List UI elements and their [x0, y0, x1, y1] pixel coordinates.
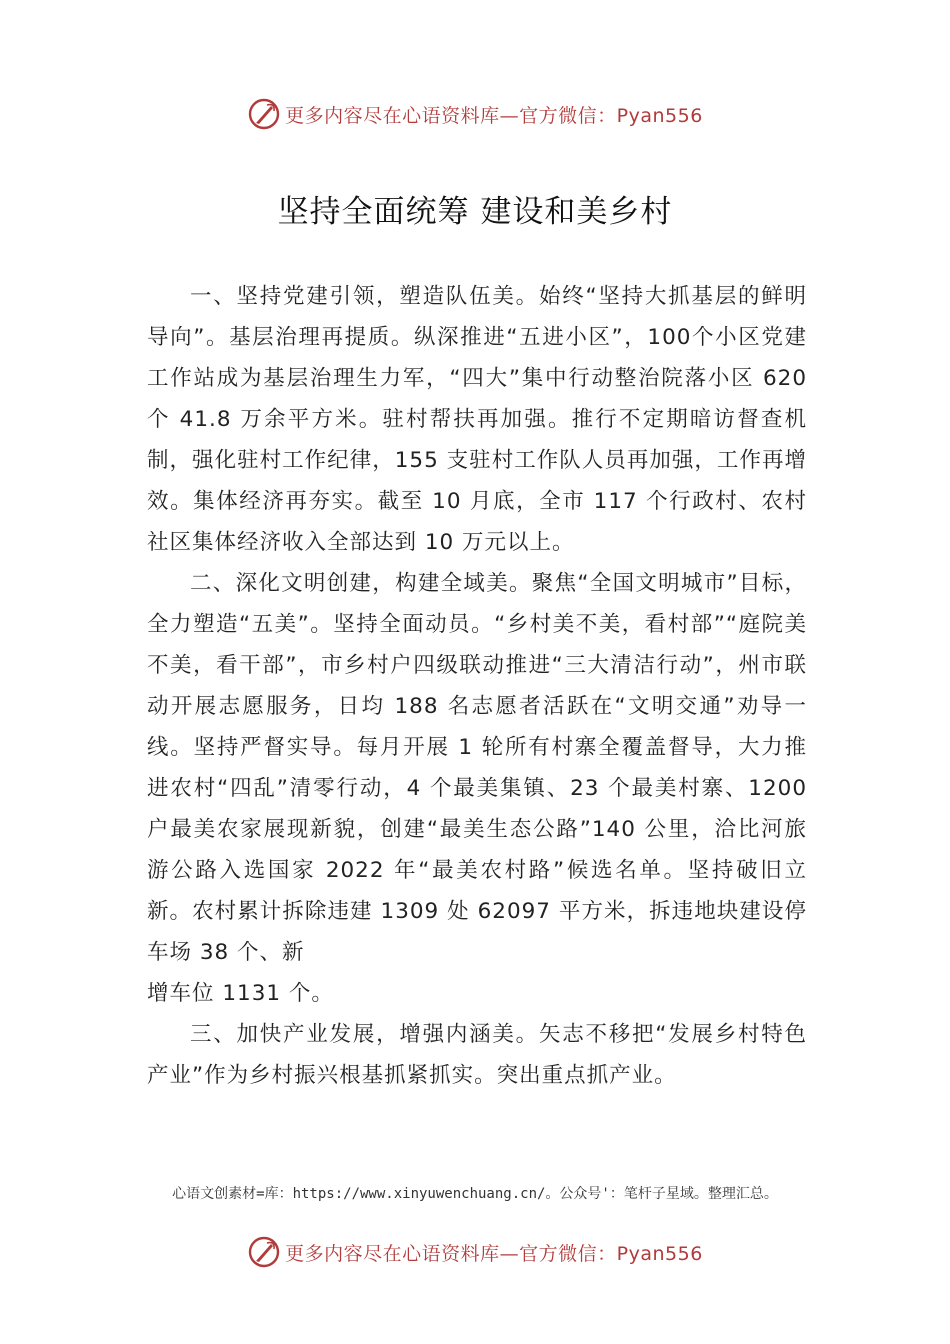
quill-pen-icon — [247, 97, 281, 131]
watermark-label: 更多内容尽在心语资料库—官方微信： — [285, 104, 617, 127]
document-body — [147, 276, 807, 1096]
watermark-text — [285, 1239, 703, 1266]
document-title: 坚持全面统筹 建设和美乡村 — [277, 194, 673, 230]
bottom-watermark-banner — [0, 1232, 950, 1272]
paragraph-3: 三、加快产业发展，增强内涵美。矢志不移把“发展乡村特色产业”作为乡村振兴根基抓紧抓实。突出重点抓产业。 — [147, 1022, 807, 1088]
wechat-id: Pyan556 — [616, 104, 703, 127]
watermark-text — [285, 101, 703, 128]
quill-pen-icon — [247, 1235, 281, 1269]
wechat-id: Pyan556 — [616, 1242, 703, 1265]
watermark-label: 更多内容尽在心语资料库—官方微信： — [285, 1242, 617, 1265]
paragraph-1: 一、坚持党建引领，塑造队伍美。始终“坚持大抓基层的鲜明导向”。基层治理再提质。纵深推进“五进小区”，100个小区党建工作站成为基层治理生力军，“四大”集中行动整治院落小区 620 个 41.8 万余平方米。驻村帮扶再加强。推行不定期暗访督查机制，强化驻村工作纪律，155 支驻村工作队人员再加强，工作再增效。集体经济再夯实。截至 10 月底，全市 117 个行政村、农村社区集体经济收入全部达到 10 万元以上。 — [147, 284, 807, 555]
paragraph-2-continued: 增车位 1131 个。 — [147, 981, 334, 1006]
paragraph-2: 二、深化文明创建，构建全域美。聚焦“全国文明城市”目标，全力塑造“五美”。坚持全面动员。“乡村美不美，看村部”“庭院美不美，看干部”，市乡村户四级联动推进“三大清洁行动”，州市联动开展志愿服务，日均 188 名志愿者活跃在“文明交通”劝导一线。坚持严督实导。每月开展 1 轮所有村寨全覆盖督导，大力推进农村“四乱”清零行动，4 个最美集镇、23 个最美村寨、1200 户最美农家展现新貌，创建“最美生态公路”140 公里，洽比河旅游公路入选国家 2022 年“最美农村路”候选名单。坚持破旧立新。农村累计拆除违建 1309 处 62097 平方米，拆违地块建设停车场 38 个、新 — [147, 571, 807, 965]
source-footnote: 心语文创素材=库：https://www.xinyuwenchuang.cn/。公众号'：笔杆子星域。整理汇总。 — [172, 1186, 778, 1202]
top-watermark-banner — [0, 94, 950, 134]
